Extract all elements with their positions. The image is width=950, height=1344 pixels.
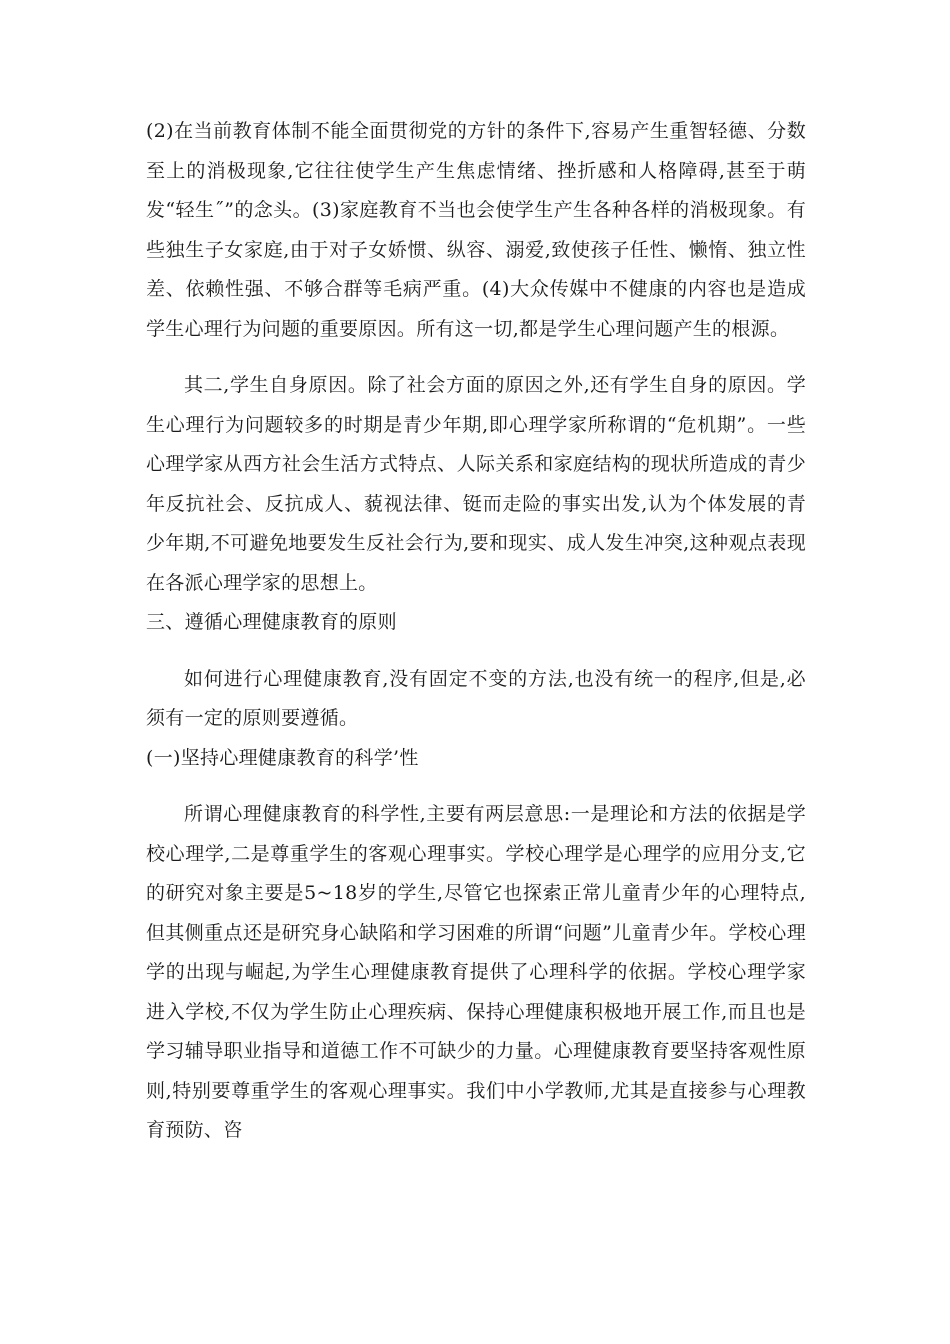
paragraph-self-causes: 其二,学生自身原因。除了社会方面的原因之外,还有学生自身的原因。学生心理行为问题较多的时期是青少年期,即心理学家所称谓的“危机期”。一些心理学家从西方社会生活方式特点、人际关系和家庭结构的现状所造成的青少年反抗社会、反抗成人、藐视法律、铤而走险的事实出发,认为个体发展的青少年期,不可避免地要发生反社会行为,要和现实、成人发生冲突,这种观点表现在各派心理学家的思想上。 <box>146 374 806 594</box>
section-heading-principles: 三、遵循心理健康教育的原则 <box>146 611 397 633</box>
paragraph-scientific: 所谓心理健康教育的科学性,主要有两层意思:一是理论和方法的依据是学校心理学,二是尊重学生的客观心理事实。学校心理学是心理学的应用分支,它的研究对象主要是5~18岁的学生,尽管它也探索正常儿童青少年的心理特点,但其侧重点还是研究身心缺陷和学习困难的所谓“问题”儿童青少年。学校心理学的出现与崛起,为学生心理健康教育提供了心理科学的依据。学校心理学家进入学校,不仅为学生防止心理疾病、保持心理健康积极地开展工作,而且也是学习辅导职业指导和道德工作不可缺少的力量。心理健康教育要坚持客观性原则,特别要尊重学生的客观心理事实。我们中小学教师,尤其是直接参与心理教育预防、咨 <box>146 803 806 1141</box>
subsection-heading-scientific: (一)坚持心理健康教育的科学’性 <box>146 746 419 769</box>
paragraph-principles-intro: 如何进行心理健康教育,没有固定不变的方法,也没有统一的程序,但是,必须有一定的原则要遵循。 <box>146 667 806 729</box>
document-page <box>146 112 806 1151</box>
paragraph-causes-continued: (2)在当前教育体制不能全面贯彻党的方针的条件下,容易产生重智轻德、分数至上的消极现象,它往往使学生产生焦虑情绪、挫折感和人格障碍,甚至于萌发“轻生˝”的念头。(3)家庭教育不当也会使学生产生各种各样的消极现象。有些独生子女家庭,由于对子女娇惯、纵容、溺爱,致使孩子任性、懒惰、独立性差、依赖性强、不够合群等毛病严重。(4)大众传媒中不健康的内容也是造成学生心理行为问题的重要原因。所有这一切,都是学生心理问题产生的根源。 <box>146 120 806 340</box>
